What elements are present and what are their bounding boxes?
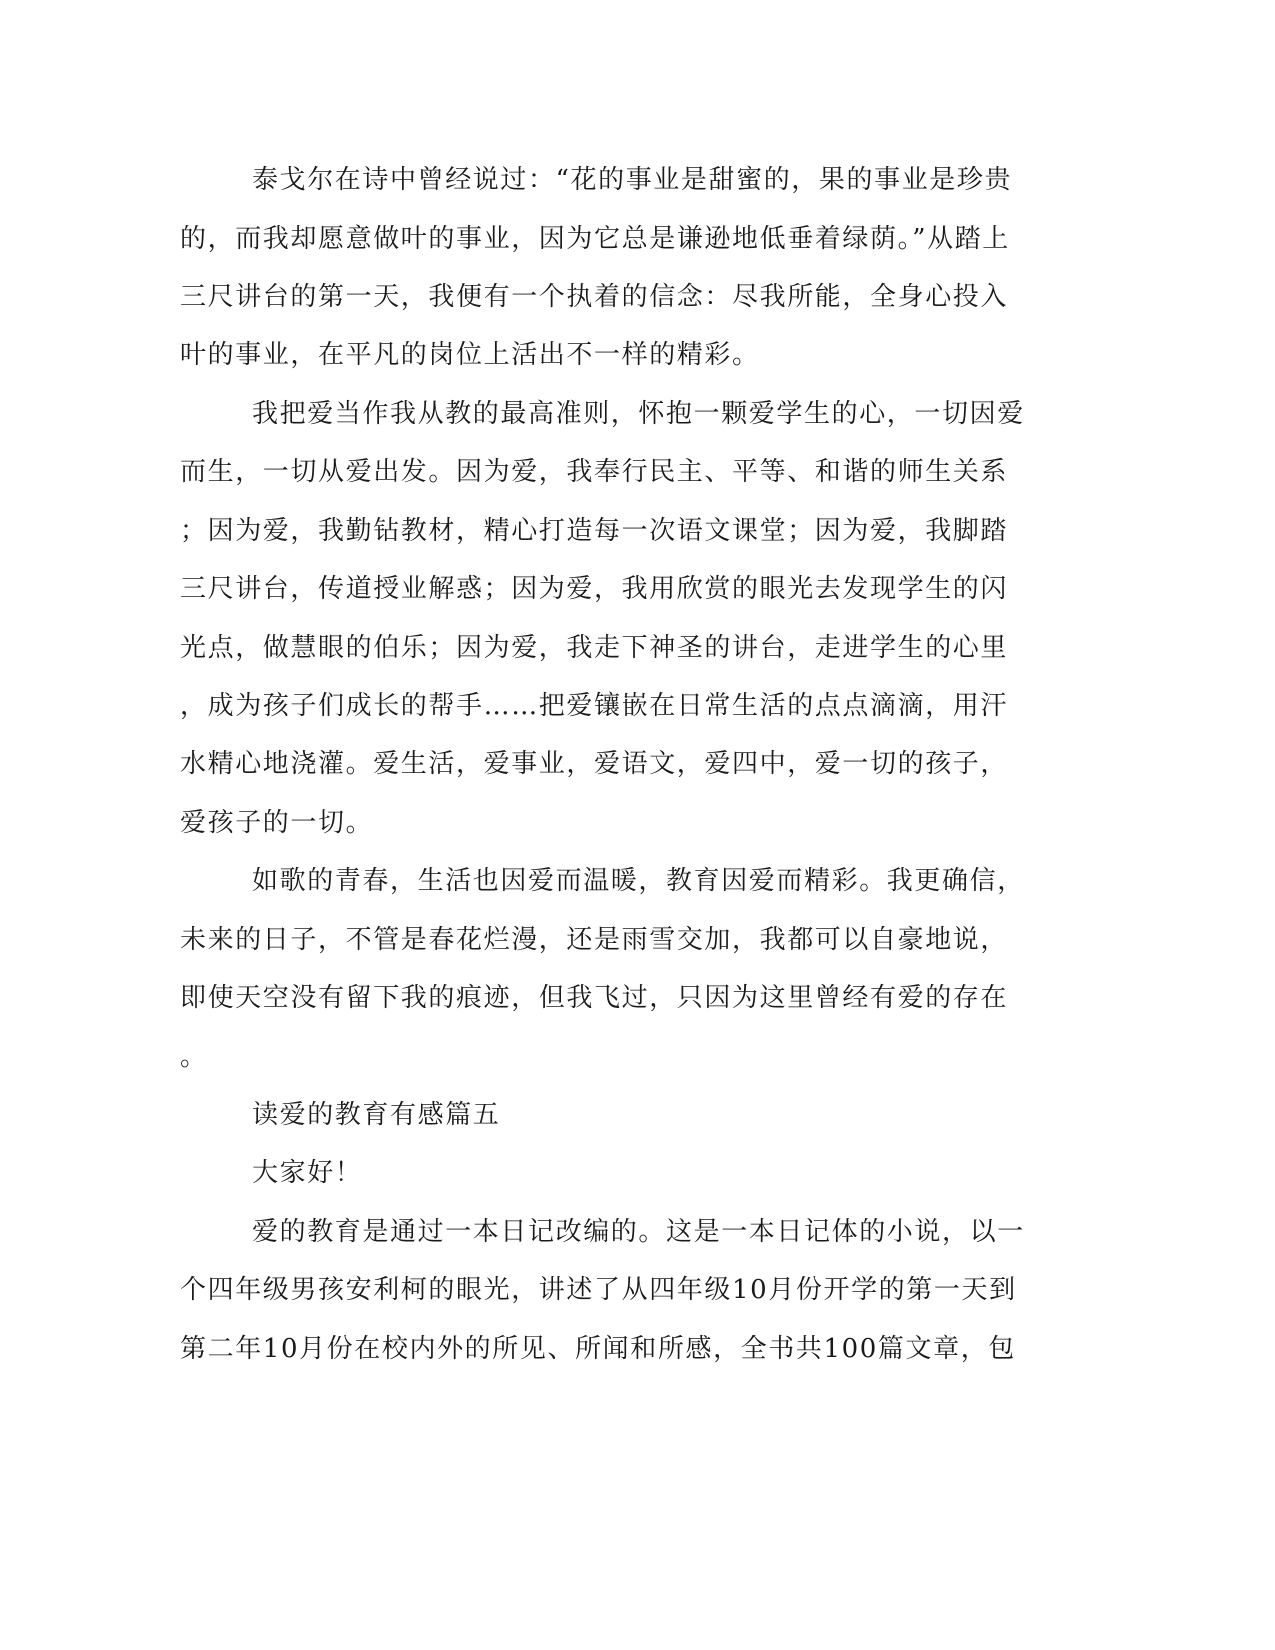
section-heading: 读爱的教育有感篇五 <box>252 1100 501 1130</box>
text-line: 泰戈尔在诗中曾经说过：“花的事业是甜蜜的，果的事业是珍贵 <box>252 165 1013 195</box>
text-line: 光点，做慧眼的伯乐；因为爱，我走下神圣的讲台，走进学生的心里 <box>180 633 1009 663</box>
text-line: 。 <box>180 1042 208 1072</box>
text-line: ；因为爱，我勤钻教材，精心打造每一次语文课堂；因为爱，我脚踏 <box>180 516 1009 546</box>
text-line: 水精心地浇灌。爱生活，爱事业，爱语文，爱四中，爱一切的孩子， <box>180 749 1009 779</box>
text-line: 如歌的青春，生活也因爱而温暖，教育因爱而精彩。我更确信， <box>252 866 1025 896</box>
greeting: 大家好！ <box>252 1158 363 1188</box>
text-line: 第二年10月份在校内外的所见、所闻和所感，全书共100篇文章，包 <box>180 1334 1016 1364</box>
text-line: 三尺讲台，传道授业解惑；因为爱，我用欣赏的眼光去发现学生的闪 <box>180 574 1009 604</box>
text-line: 即使天空没有留下我的痕迹，但我飞过，只因为这里曾经有爱的存在 <box>180 983 1009 1013</box>
text-line: 叶的事业，在平凡的岗位上活出不一样的精彩。 <box>180 340 760 370</box>
text-line: 而生，一切从爱出发。因为爱，我奉行民主、平等、和谐的师生关系 <box>180 457 1009 487</box>
text-line: 爱的教育是通过一本日记改编的。这是一本日记体的小说，以一 <box>252 1217 1025 1247</box>
text-line: 个四年级男孩安利柯的眼光，讲述了从四年级10月份开学的第一天到 <box>180 1275 1017 1305</box>
text-line: ，成为孩子们成长的帮手……把爱镶嵌在日常生活的点点滴滴，用汗 <box>180 691 1009 721</box>
text-line: 未来的日子，不管是春花烂漫，还是雨雪交加，我都可以自豪地说， <box>180 925 1009 955</box>
text-line: 我把爱当作我从教的最高准则，怀抱一颗爱学生的心，一切因爱 <box>252 399 1025 429</box>
text-line: 三尺讲台的第一天，我便有一个执着的信念：尽我所能，全身心投入 <box>180 282 1009 312</box>
text-line: 的，而我却愿意做叶的事业，因为它总是谦逊地低垂着绿荫。”从踏上 <box>180 224 1010 254</box>
text-line: 爱孩子的一切。 <box>180 808 374 838</box>
